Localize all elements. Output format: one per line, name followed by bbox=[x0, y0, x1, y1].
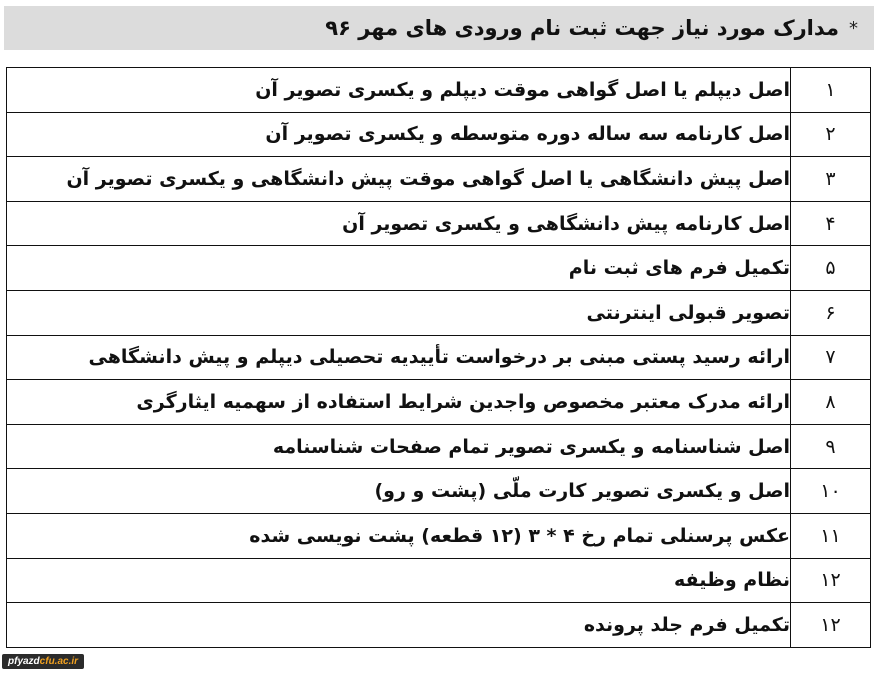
document-description: اصل دیپلم یا اصل گواهی موقت دیپلم و یکسری تصویر آن bbox=[7, 68, 791, 113]
document-description: ارائه رسید پستی مبنی بر درخواست تأییدیه تحصیلی دیپلم و پیش دانشگاهی bbox=[7, 335, 791, 380]
row-number: ۱۱ bbox=[791, 513, 871, 558]
row-number: ۵ bbox=[791, 246, 871, 291]
document-description: تصویر قبولی اینترنتی bbox=[7, 290, 791, 335]
row-number: ۸ bbox=[791, 380, 871, 425]
row-number: ۳ bbox=[791, 157, 871, 202]
row-number: ۲ bbox=[791, 112, 871, 157]
row-number: ۷ bbox=[791, 335, 871, 380]
row-number: ۶ bbox=[791, 290, 871, 335]
page-title: مدارک مورد نیاز جهت ثبت نام ورودی های مهر ۹۶ bbox=[325, 16, 839, 40]
row-number: ۹ bbox=[791, 424, 871, 469]
required-documents-table bbox=[6, 67, 871, 648]
table-row bbox=[7, 424, 871, 469]
document-description: تکمیل فرم جلد پرونده bbox=[7, 603, 791, 648]
document-description: اصل کارنامه پیش دانشگاهی و یکسری تصویر آن bbox=[7, 201, 791, 246]
table-row bbox=[7, 68, 871, 113]
watermark-domain: cfu.ac.ir bbox=[39, 656, 79, 667]
document-description: عکس پرسنلی تمام رخ ۴ * ۳ (۱۲ قطعه) پشت نویسی شده bbox=[7, 513, 791, 558]
row-number: ۱۲ bbox=[791, 603, 871, 648]
table-row bbox=[7, 558, 871, 603]
table-row bbox=[7, 201, 871, 246]
table-row bbox=[7, 335, 871, 380]
document-description: اصل و یکسری تصویر کارت ملّی (پشت و رو) bbox=[7, 469, 791, 514]
table-row bbox=[7, 380, 871, 425]
watermark-prefix: pfyazd bbox=[8, 656, 40, 667]
row-number: ۱ bbox=[791, 68, 871, 113]
table-row bbox=[7, 290, 871, 335]
document-description: اصل شناسنامه و یکسری تصویر تمام صفحات شناسنامه bbox=[7, 424, 791, 469]
table-row bbox=[7, 246, 871, 291]
table-row bbox=[7, 157, 871, 202]
table-row bbox=[7, 112, 871, 157]
row-number: ۴ bbox=[791, 201, 871, 246]
row-number: ۱۰ bbox=[791, 469, 871, 514]
table-row bbox=[7, 513, 871, 558]
table-body bbox=[7, 68, 871, 648]
site-watermark bbox=[2, 654, 84, 669]
document-description: نظام وظیفه bbox=[7, 558, 791, 603]
table-row bbox=[7, 603, 871, 648]
table-row bbox=[7, 469, 871, 514]
document-description: تکمیل فرم های ثبت نام bbox=[7, 246, 791, 291]
row-number: ۱۲ bbox=[791, 558, 871, 603]
document-description: اصل پیش دانشگاهی یا اصل گواهی موقت پیش دانشگاهی و یکسری تصویر آن bbox=[7, 157, 791, 202]
title-bar bbox=[4, 6, 874, 50]
document-description: ارائه مدرک معتبر مخصوص واجدین شرایط استفاده از سهمیه ایثارگری bbox=[7, 380, 791, 425]
bullet-star-icon: * bbox=[849, 17, 858, 39]
document-description: اصل کارنامه سه ساله دوره متوسطه و یکسری تصویر آن bbox=[7, 112, 791, 157]
